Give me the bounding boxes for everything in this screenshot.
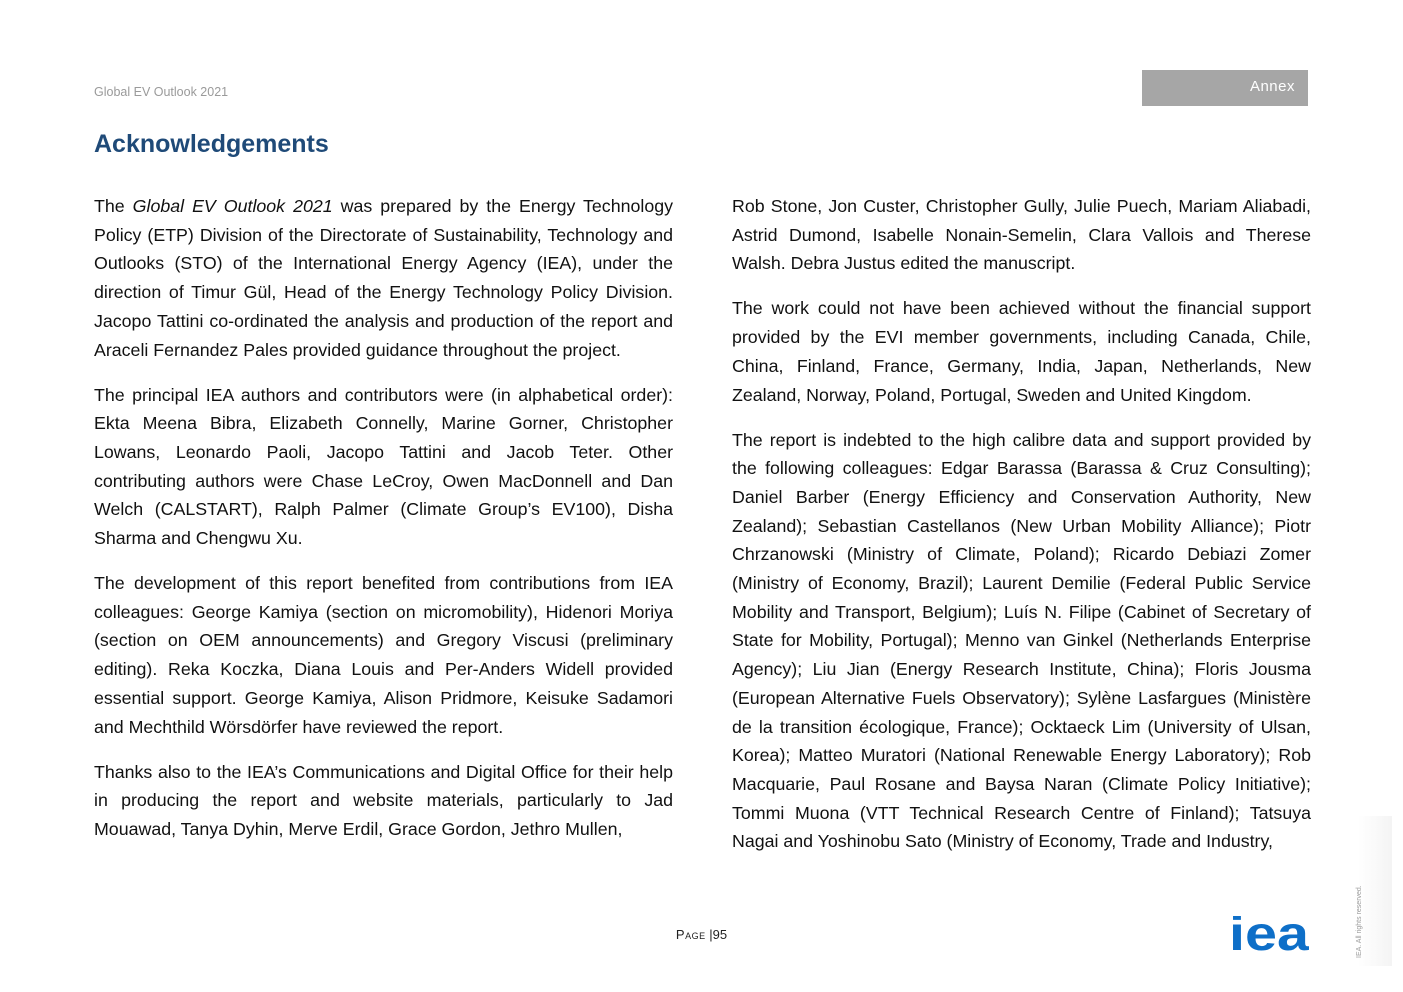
iea-logo-text: iea: [1229, 916, 1309, 952]
left-text-column: [94, 192, 673, 860]
report-title: Global EV Outlook 2021: [94, 85, 229, 99]
right-text-column: [732, 192, 1311, 872]
page-number: [0, 927, 1403, 942]
rights-strip: [1358, 816, 1392, 966]
intro-paragraph-lead: The: [94, 196, 133, 216]
page-separator: |: [709, 927, 713, 942]
page-label: Page: [675, 927, 706, 942]
page-title: Acknowledgements: [94, 130, 329, 158]
communications-continued-paragraph: Rob Stone, Jon Custer, Christopher Gully, Julie Puech, Mariam Aliabadi, Astrid Dumond, Isabelle Nonain-Semelin, Clara Vallois and Therese Walsh. Debra Justus edited the manuscript.: [732, 196, 1311, 274]
communications-paragraph: Thanks also to the IEA’s Communications and Digital Office for their help in producing the report and website materials, particularly to Jad Mouawad, Tanya Dyhin, Merve Erdil, Grace Gordon, Jethro Mullen,: [94, 761, 673, 839]
intro-paragraph-body: was prepared by the Energy Technology Policy (ETP) Division of the Directorate of Sustainability, Technology and Outlooks (STO) of the International Energy Agency (IEA), under the direction of Timur Gül, Head of the Energy Technology Policy Division. Jacopo Tattini co-ordinated the analysis and production of the report and Araceli Fernandez Pales provided guidance throughout the project.: [94, 196, 673, 360]
contributions-paragraph: The development of this report benefited from contributions from IEA colleagues: George Kamiya (section on micromobility), Hidenori Moriya (section on OEM announcements) and Gregory Viscusi (preliminary editing). Reka Koczka, Diana Louis and Per-Anders Widell provided essential support. George Kamiya, Alison Pridmore, Keisuke Sadamori and Mechthild Wörsdörfer have reviewed the report.: [94, 573, 673, 737]
funding-paragraph: The work could not have been achieved without the financial support provided by the EVI member governments, including Canada, Chile, China, Finland, France, Germany, India, Japan, Netherlands, New Zealand, Norway, Poland, Portugal, Sweden and United Kingdom.: [732, 298, 1311, 405]
authors-paragraph: The principal IEA authors and contributors were (in alphabetical order): Ekta Meena Bibra, Elizabeth Connelly, Marine Gorner, Christopher Lowans, Leonardo Paoli, Jacopo Tattini and Jacob Teter. Other contributing authors were Chase LeCroy, Owen MacDonnell and Dan Welch (CALSTART), Ralph Palmer (Climate Group’s EV100), Disha Sharma and Chengwu Xu.: [94, 384, 673, 549]
rights-notice: IEA. All rights reserved.: [1356, 885, 1363, 958]
intro-paragraph: [94, 192, 673, 364]
report-title-italic: Global EV Outlook 2021: [132, 196, 333, 216]
iea-logo: [1229, 916, 1309, 952]
page-number-value: 95: [712, 927, 728, 942]
data-support-paragraph: The report is indebted to the high calibre data and support provided by the following colleagues: Edgar Barassa (Barassa & Cruz Consulting); Daniel Barber (Energy Efficiency and Conservation Authority, New Zealand); Sebastian Castellanos (New Urban Mobility Alliance); Piotr Chrzanowski (Ministry of Climate, Poland); Ricardo Debiazi Zomer (Ministry of Economy, Brazil); Laurent Demilie (Federal Public Service Mobility and Transport, Belgium); Luís N. Filipe (Cabinet of Secretary of State for Mobility, Portugal); Menno van Ginkel (Netherlands Enterprise Agency); Liu Jian (Energy Research Institute, China); Floris Jousma (European Alternative Fuels Observatory); Sylène Lasfargues (Ministère de la transition écologique, France); Ocktaeck Lim (University of Ulsan, Korea); Matteo Muratori (National Renewable Energy Laboratory); Rob Macquarie, Paul Rosane and Baysa Naran (Climate Policy Initiative); Tommi Muona (VTT Technical Research Centre of Finland); Tatsuya Nagai and Yoshinobu Sato (Ministry of Economy, Trade and Industry,: [732, 429, 1311, 852]
section-tab-annex: Annex: [1142, 70, 1308, 106]
